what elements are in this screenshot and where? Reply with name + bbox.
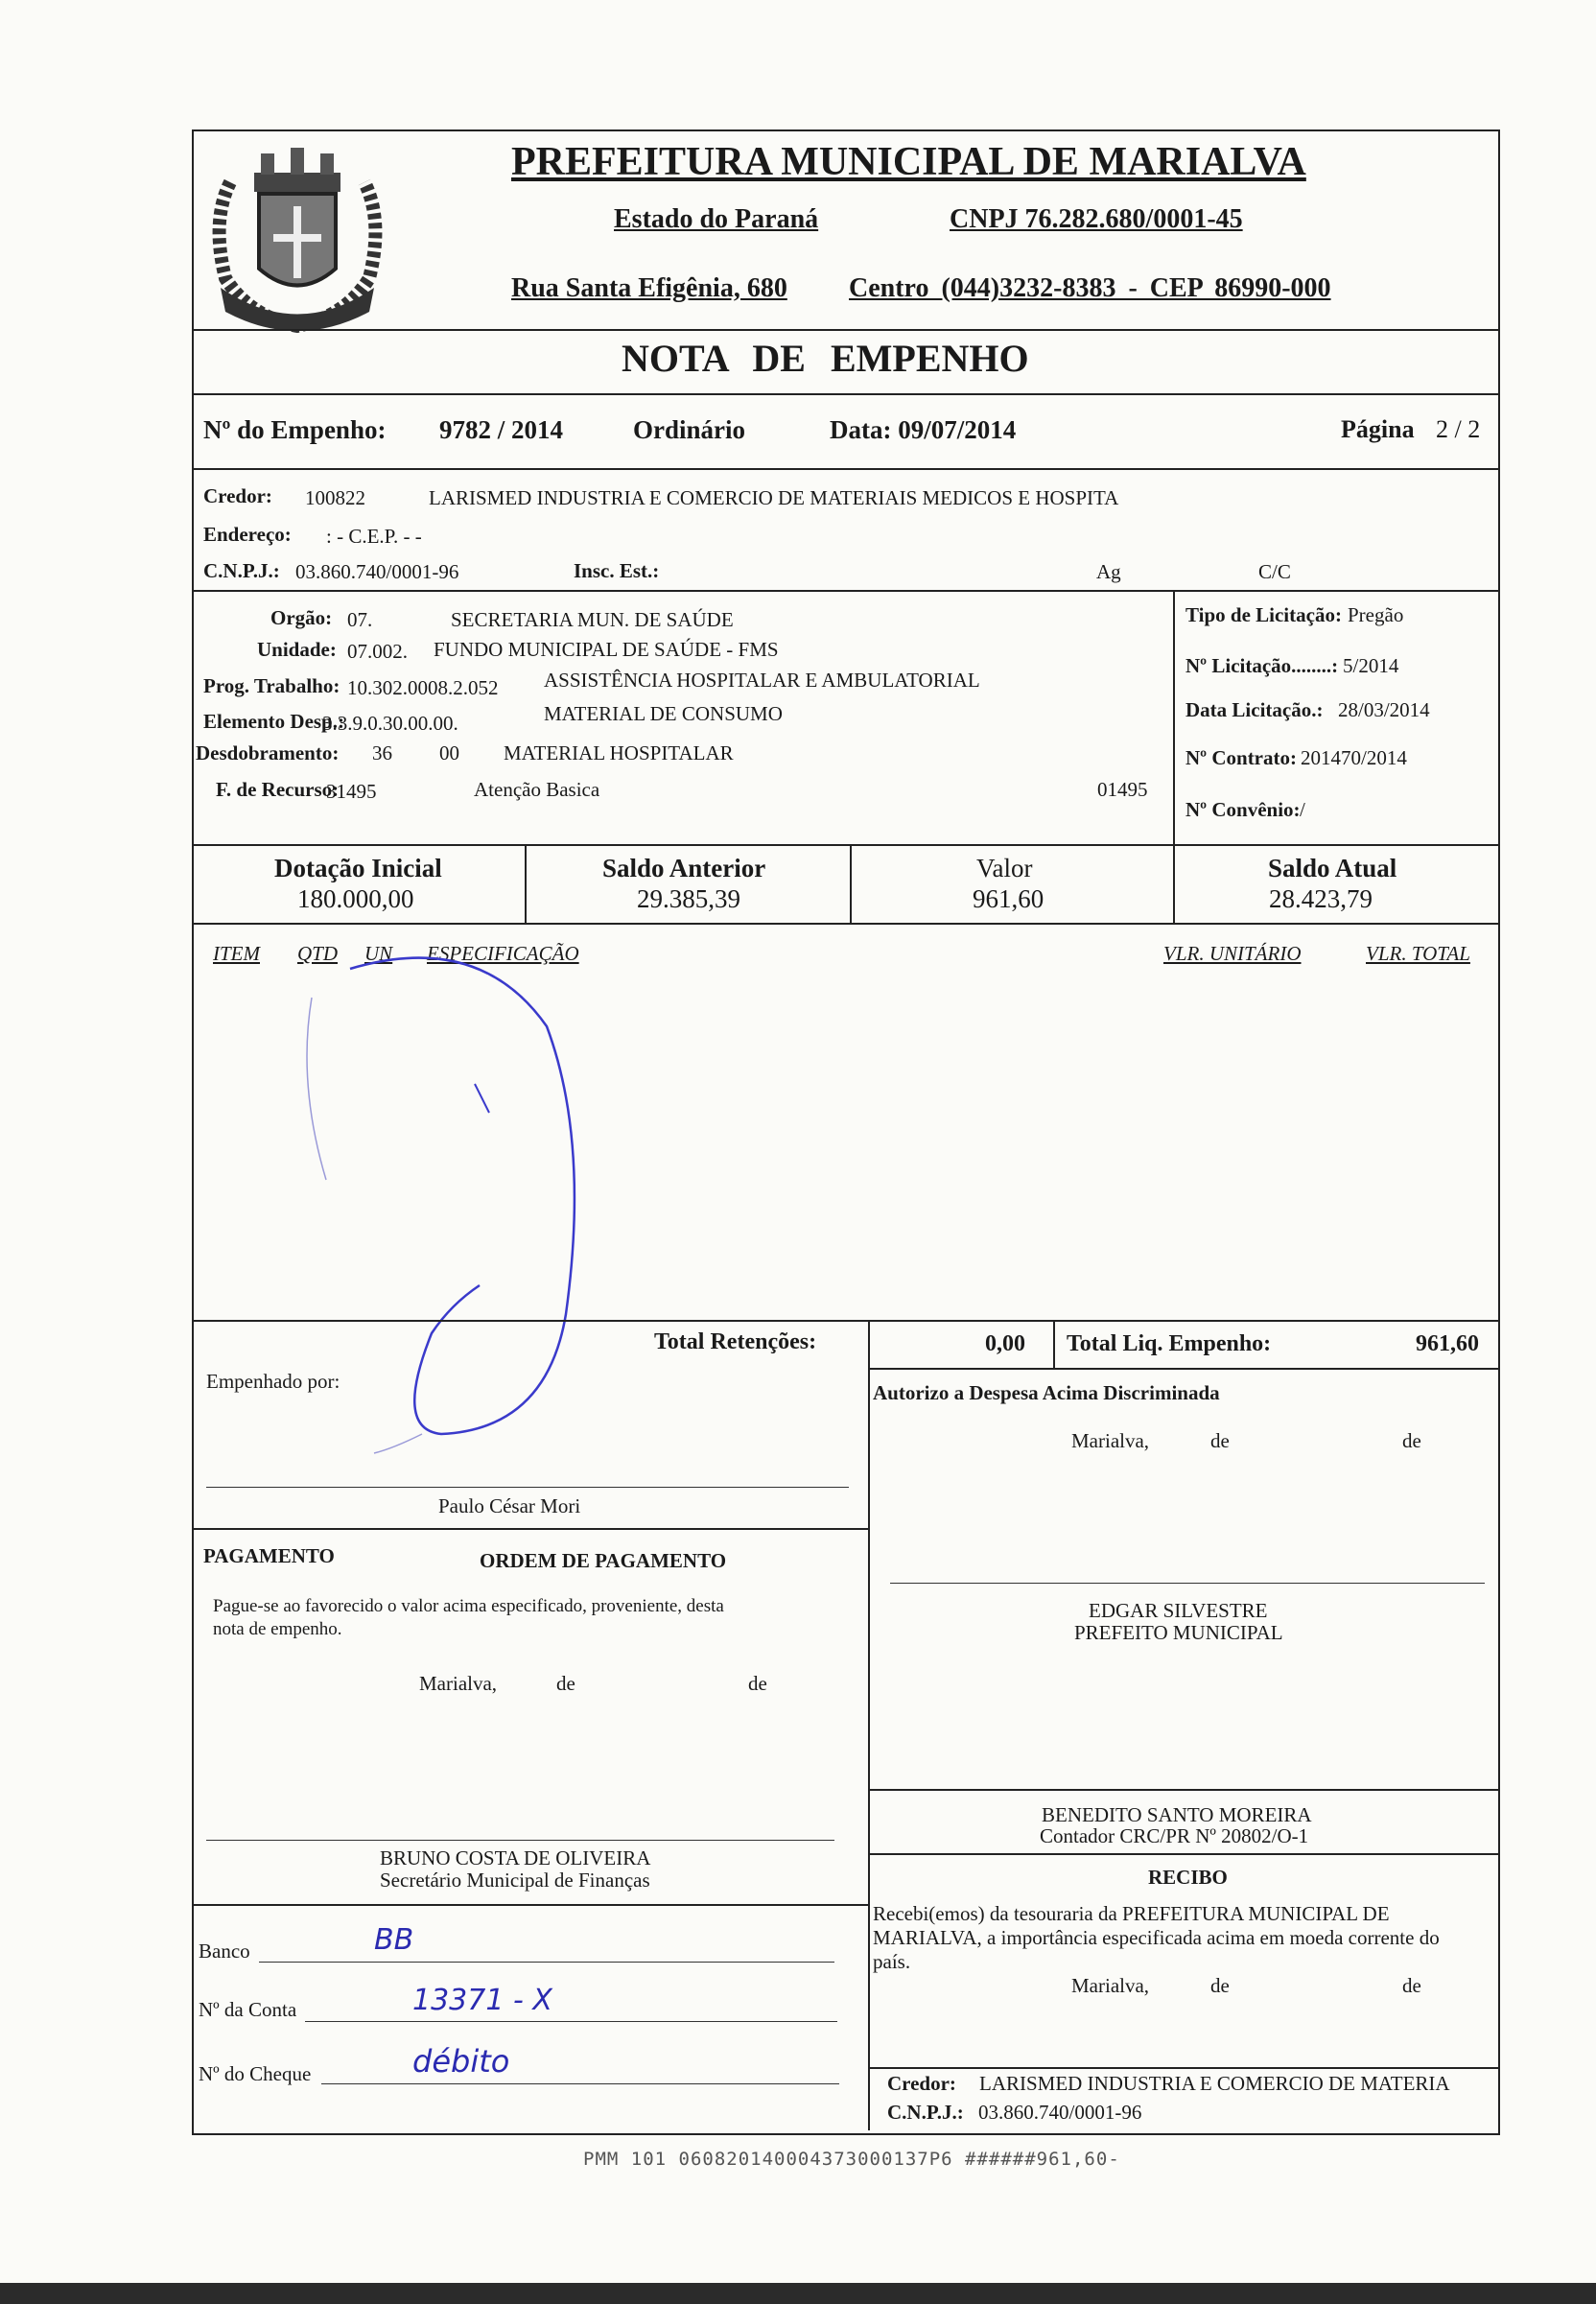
col-vlr-unitario: VLR. UNITÁRIO [1163,942,1302,965]
empenhado-por-label: Empenhado por: [206,1370,340,1393]
credor-name: LARISMED INDUSTRIA E COMERCIO DE MATERIAIS MEDICOS E HOSPITA [429,486,1119,509]
orgao-code: 07. [347,608,373,631]
dotacao-label: Dotação Inicial [274,854,442,882]
mechanical-stamp: PMM 101 060820140004373000137P6 ######961,60- [583,2149,1120,2170]
bruno-name: BRUNO COSTA DE OLIVEIRA [380,1846,651,1869]
valor-label: Valor [976,854,1033,882]
pague-se-line2: nota de empenho. [213,1619,342,1639]
cc-label: C/C [1258,560,1291,583]
recibo-title: RECIBO [1148,1866,1228,1889]
credor-label: Credor: [203,484,272,507]
banco-label: Banco [199,1940,250,1963]
recibo-line3: país. [873,1950,911,1973]
ag-label: Ag [1096,560,1121,583]
orgao-label: Orgão: [270,606,333,629]
scan-edge [0,2283,1596,2304]
col-especificacao: ESPECIFICAÇÃO [427,942,579,965]
endereco-label: Endereço: [203,523,292,546]
empenho-number-label: Nº do Empenho: [203,415,387,444]
prog-name: ASSISTÊNCIA HOSPITALAR E AMBULATORIAL [544,669,980,692]
recurso-label: F. de Recurso: [216,778,340,801]
secretario-title: Secretário Municipal de Finanças [380,1869,650,1892]
col-qtd: QTD [297,942,339,965]
doc-title: NOTA DE EMPENHO [622,337,1029,380]
recibo-de-1: de [1210,1974,1230,1997]
recurso-code: 31495 [326,780,377,803]
contrato-label: Nº Contrato: [1185,746,1297,769]
conta-value: 13371 - X [412,1984,552,2017]
recibo-credor-label: Credor: [887,2072,956,2095]
empenho-type: Ordinário [633,415,746,444]
prog-label: Prog. Trabalho: [203,674,340,697]
recurso-right-code: 01495 [1097,778,1148,801]
credor-code: 100822 [305,486,365,509]
col-vlr-total: VLR. TOTAL [1366,942,1470,965]
saldo-anterior-label: Saldo Anterior [602,854,766,882]
paulo-name: Paulo César Mori [438,1494,581,1517]
recibo-line1: Recebi(emos) da tesouraria da PREFEITURA MUNICIPAL DE [873,1902,1390,1925]
prefeitura-title: PREFEITURA MUNICIPAL DE MARIALVA [511,140,1306,184]
pagamento-title: PAGAMENTO [203,1544,335,1567]
saldo-atual-label: Saldo Atual [1268,854,1397,882]
unidade-name: FUNDO MUNICIPAL DE SAÚDE - FMS [434,638,779,661]
saldo-atual-value: 28.423,79 [1269,884,1373,913]
edgar-name: EDGAR SILVESTRE [1089,1599,1268,1622]
contador-title: Contador CRC/PR Nº 20802/O-1 [1040,1824,1309,1847]
tipo-licitacao-value: Pregão [1348,603,1404,626]
valor-value: 961,60 [973,884,1044,913]
desdobramento-name: MATERIAL HOSPITALAR [504,741,734,764]
convenio-value: / [1300,798,1305,821]
autorizo-de-2: de [1402,1429,1421,1452]
pague-se-line1: Pague-se ao favorecido o valor acima especificado, proveniente, desta [213,1596,724,1616]
cnpj-value: 03.860.740/0001-96 [295,560,459,583]
data-licitacao-value: 28/03/2014 [1338,698,1430,721]
cheque-label: Nº do Cheque [199,2062,312,2085]
header-street: Rua Santa Efigênia, 680 [511,273,787,303]
total-retencoes-value: 0,00 [985,1331,1025,1356]
pague-se-de-1: de [556,1672,575,1695]
autorizo-de-1: de [1210,1429,1230,1452]
recibo-cnpj-label: C.N.P.J.: [887,2101,964,2124]
autorizo-text: Autorizo a Despesa Acima Discriminada [873,1381,1220,1404]
page-label: Página [1341,415,1415,443]
recibo-line2: MARIALVA, a importância especificada acima em moeda corrente do [873,1926,1440,1949]
prefeito-title: PREFEITO MUNICIPAL [1074,1621,1283,1644]
recibo-cnpj-value: 03.860.740/0001-96 [978,2101,1142,2124]
pague-se-de-2: de [748,1672,767,1695]
unidade-code: 07.002. [347,640,408,663]
elemento-code: 3.3.9.0.30.00.00. [322,712,458,735]
elemento-label: Elemento Desp.: [203,710,344,733]
conta-label: Nº da Conta [199,1998,297,2021]
page-number: 2 / 2 [1436,415,1481,443]
prog-code: 10.302.0008.2.052 [347,676,499,699]
desdobramento-code2: 00 [439,741,459,764]
recibo-de-2: de [1402,1974,1421,1997]
orgao-name: SECRETARIA MUN. DE SAÚDE [451,608,734,631]
ordem-pagamento-title: ORDEM DE PAGAMENTO [480,1549,727,1572]
total-liq-value: 961,60 [1416,1331,1479,1356]
total-liq-label: Total Liq. Empenho: [1067,1331,1272,1356]
contrato-value: 201470/2014 [1301,746,1407,769]
dotacao-value: 180.000,00 [297,884,414,913]
banco-value: BB [374,1923,414,1957]
cnpj-label: C.N.P.J.: [203,559,280,582]
unidade-label: Unidade: [257,638,337,661]
cheque-value: débito [412,2043,510,2080]
header-address: Centro (044)3232-8383 - CEP 86990-000 [849,273,1331,303]
autorizo-marialva: Marialva, [1071,1429,1150,1452]
num-licitacao-value: 5/2014 [1343,654,1399,677]
empenho-number: 9782 / 2014 [439,415,564,444]
header-cnpj: CNPJ 76.282.680/0001-45 [950,204,1243,234]
elemento-name: MATERIAL DE CONSUMO [544,702,783,725]
empenho-date: Data: 09/07/2014 [830,415,1017,444]
col-un: UN [364,942,393,965]
recurso-name: Atenção Basica [474,778,600,801]
saldo-anterior-value: 29.385,39 [637,884,740,913]
state-name: Estado do Paraná [614,204,819,234]
desdobramento-label: Desdobramento: [196,741,340,764]
insc-est-label: Insc. Est.: [574,559,660,582]
tipo-licitacao-label: Tipo de Licitação: [1185,603,1342,626]
benedito-name: BENEDITO SANTO MOREIRA [1042,1803,1312,1826]
recibo-marialva: Marialva, [1071,1974,1150,1997]
col-item: ITEM [213,942,260,965]
convenio-label: Nº Convênio: [1185,798,1301,821]
endereco-value: : - C.E.P. - - [326,525,422,548]
recibo-credor-value: LARISMED INDUSTRIA E COMERCIO DE MATERIA [979,2072,1450,2095]
pague-se-marialva: Marialva, [419,1672,498,1695]
num-licitacao-label: Nº Licitação........: [1185,654,1339,677]
total-retencoes-label: Total Retenções: [654,1329,817,1354]
desdobramento-code1: 36 [372,741,392,764]
data-licitacao-label: Data Licitação.: [1185,698,1324,721]
